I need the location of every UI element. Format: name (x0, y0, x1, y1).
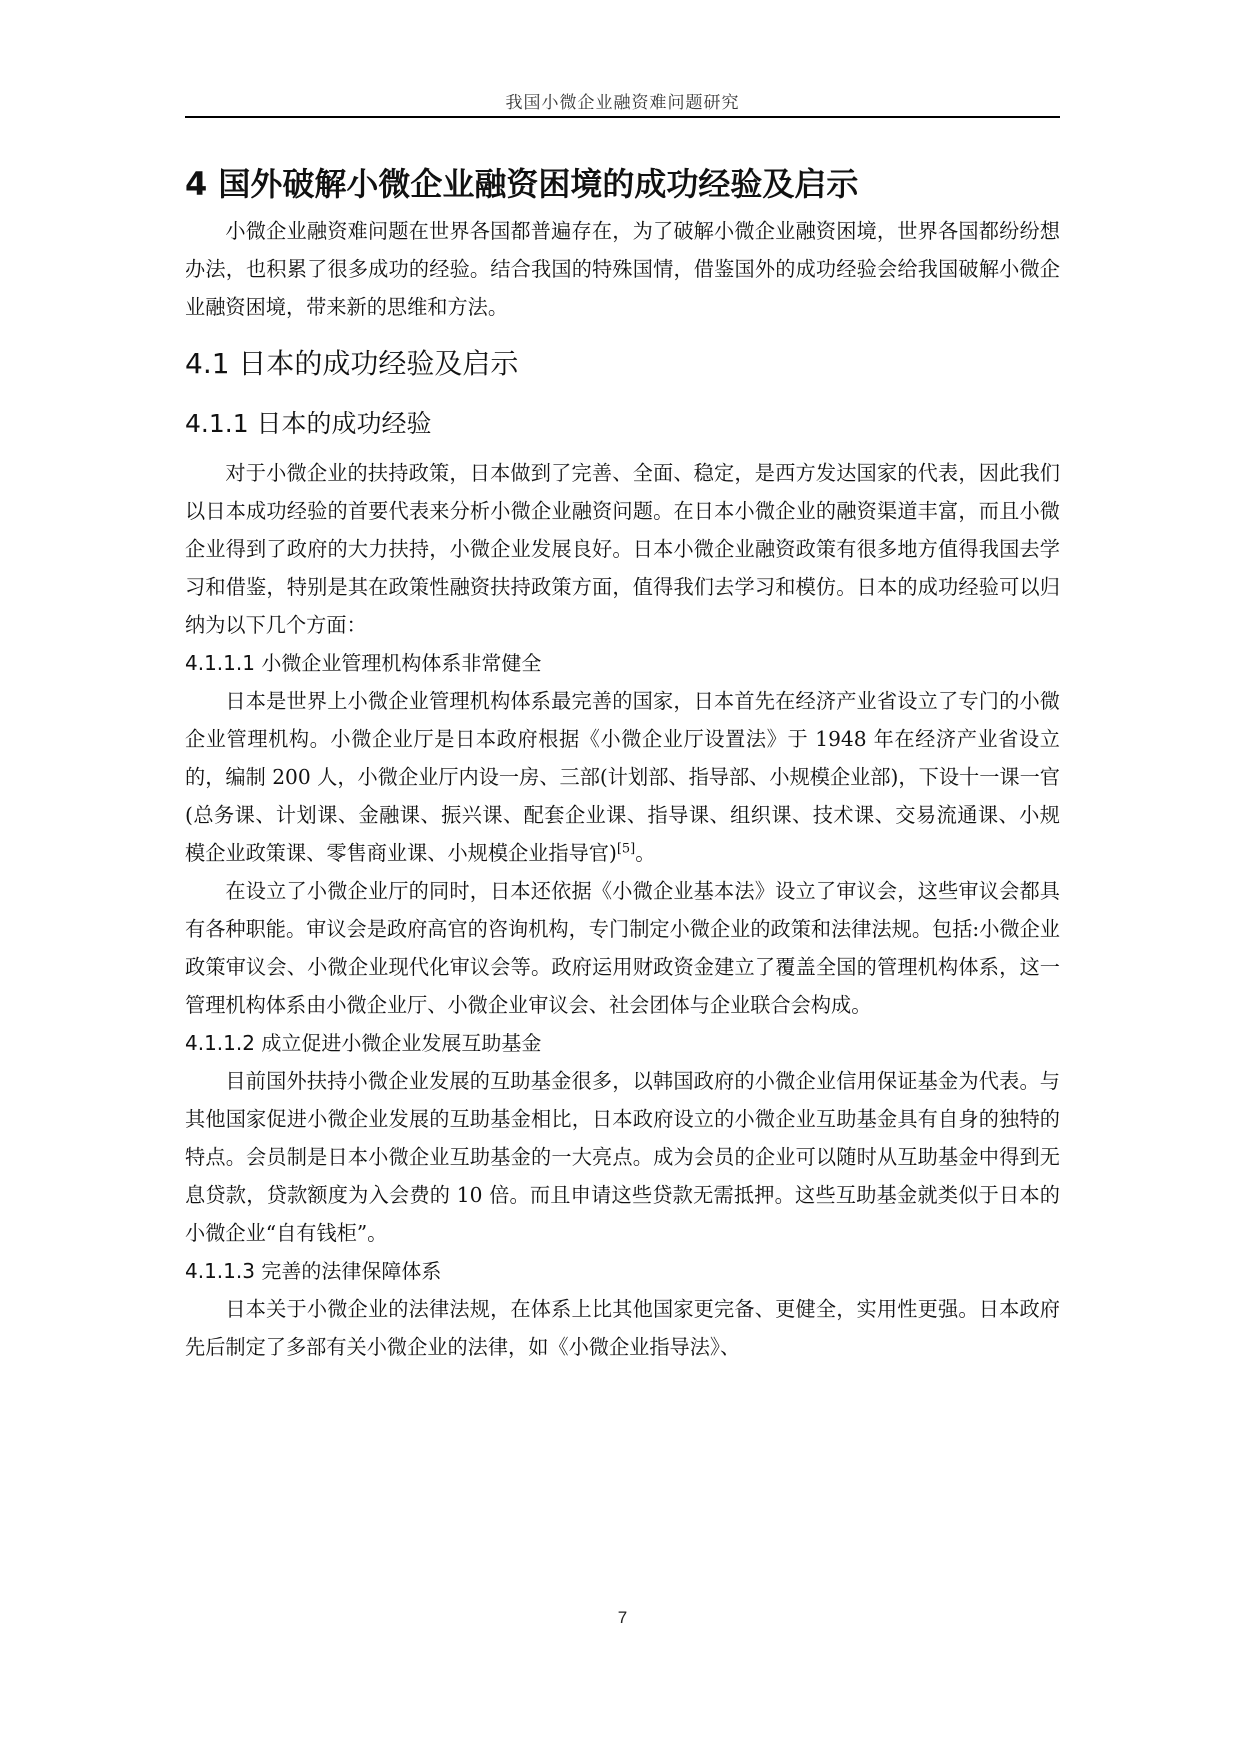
chapter-intro-paragraph: 小微企业融资难问题在世界各国都普遍存在，为了破解小微企业融资困境，世界各国都纷纷想办法，也积累了很多成功的经验。结合我国的特殊国情，借鉴国外的成功经验会给我国破解小微企业融资困境，带来新的思维和方法。 (185, 219, 1060, 319)
paragraph-4-1-1-1-a-text: 日本是世界上小微企业管理机构体系最完善的国家，日本首先在经济产业省设立了专门的小微企业管理机构。小微企业厅是日本政府根据《小微企业厅设置法》于 1948 年在经济产业省设立的，编制 200 人，小微企业厅内设一房、三部(计划部、指导部、小规模企业部)，下设十一课一官(总务课、计划课、金融课、振兴课、配套企业课、指导课、组织课、技术课、交易流通课、小规模企业政策课、零售商业课、小规模企业指导官) (185, 689, 1060, 865)
section-title-4-1-1-1: 4.1.1.1 小微企业管理机构体系非常健全 (185, 651, 542, 675)
running-header: 我国小微企业融资难问题研究 (505, 93, 740, 113)
section-title-4-1-1-3: 4.1.1.3 完善的法律保障体系 (185, 1259, 442, 1283)
section-title-4-1-1-2: 4.1.1.2 成立促进小微企业发展互助基金 (185, 1031, 542, 1055)
section-title-4-1: 4.1 日本的成功经验及启示 (185, 347, 519, 380)
header-rule (185, 116, 1060, 118)
page-number: 7 (617, 1608, 628, 1627)
paragraph-4-1-1-2: 目前国外扶持小微企业发展的互助基金很多，以韩国政府的小微企业信用保证基金为代表。与其他国家促进小微企业发展的互助基金相比，日本政府设立的小微企业互助基金具有自身的独特的特点。会员制是日本小微企业互助基金的一大亮点。成为会员的企业可以随时从互助基金中得到无息贷款，贷款额度为入会费的 10 倍。而且申请这些贷款无需抵押。这些互助基金就类似于日本的小微企业“自有钱柜”。 (185, 1069, 1060, 1245)
paragraph-4-1-1-1-a (185, 682, 1060, 872)
paragraph-4-1-1-1-b: 在设立了小微企业厅的同时，日本还依据《小微企业基本法》设立了审议会，这些审议会都具有各种职能。审议会是政府高官的咨询机构，专门制定小微企业的政策和法律法规。包括:小微企业政策审议会、小微企业现代化审议会等。政府运用财政资金建立了覆盖全国的管理机构体系，这一管理机构体系由小微企业厅、小微企业审议会、社会团体与企业联合会构成。 (185, 879, 1060, 1017)
paragraph-4-1-1-1-a-end: 。 (635, 841, 656, 865)
section-title-4-1-1: 4.1.1 日本的成功经验 (185, 409, 432, 438)
paragraph-4-1-1: 对于小微企业的扶持政策，日本做到了完善、全面、稳定，是西方发达国家的代表，因此我们以日本成功经验的首要代表来分析小微企业融资问题。在日本小微企业的融资渠道丰富，而且小微企业得到了政府的大力扶持，小微企业发展良好。日本小微企业融资政策有很多地方值得我国去学习和借鉴，特别是其在政策性融资扶持政策方面，值得我们去学习和模仿。日本的成功经验可以归纳为以下几个方面： (185, 461, 1060, 637)
page-body (185, 160, 1060, 1366)
chapter-title: 4 国外破解小微企业融资困境的成功经验及启示 (185, 165, 859, 203)
paragraph-4-1-1-3: 日本关于小微企业的法律法规，在体系上比其他国家更完备、更健全，实用性更强。日本政府先后制定了多部有关小微企业的法律，如《小微企业指导法》、 (185, 1297, 1060, 1359)
citation-reference[interactable]: [5] (616, 841, 636, 857)
